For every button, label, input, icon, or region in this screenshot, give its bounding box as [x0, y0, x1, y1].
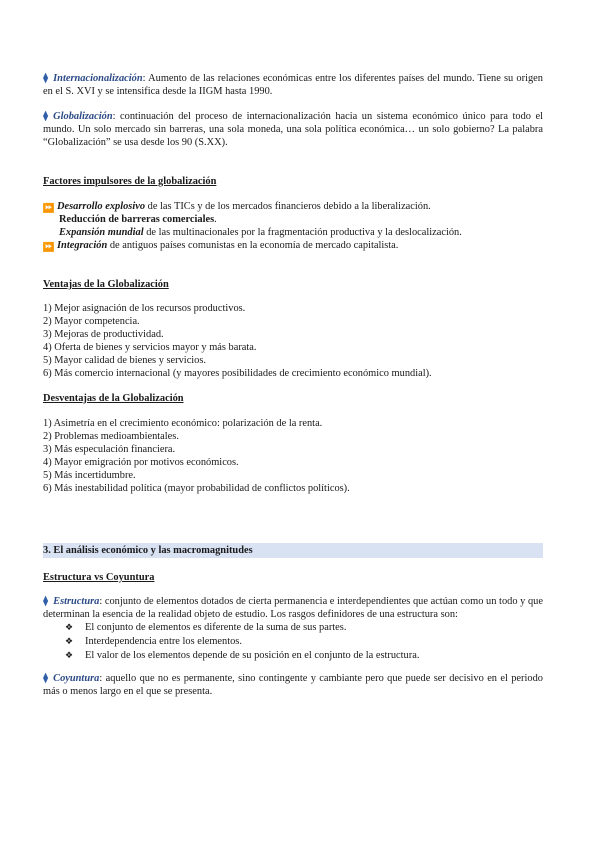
bullet-four-diamonds-icon: ❖	[65, 637, 74, 647]
bullet-diamond-icon: ⧫	[43, 596, 49, 607]
definition-text: conjunto de elementos dotados de cierta permanencia e interdependientes que actúan como un todo y que determinan la esencia de la realidad objeto de estudio. Los rasgos definidores de una estructura son:	[43, 596, 543, 620]
list-item: 2) Mayor competencia.	[43, 316, 140, 327]
list-item: 3) Mejoras de productividad.	[43, 329, 164, 340]
list-item: Reducción de barreras comerciales.	[59, 214, 217, 225]
list-item: 6) Más inestabilidad política (mayor probabilidad de conflictos políticos).	[43, 483, 350, 494]
definition-text: Aumento de las relaciones económicas entre los diferentes países del mundo. Tiene su origen en el S. XVI y se intensifica desde la IIGM hasta 1990.	[43, 73, 543, 97]
list-item: 6) Más comercio internacional (y mayores posibilidades de crecimiento económico mundial).	[43, 368, 432, 379]
section-title: 3. El análisis económico y las macromagnitudes	[43, 543, 543, 558]
list-item: 5) Más incertidumbre.	[43, 470, 136, 481]
term-estructura: Estructura	[53, 596, 100, 607]
list-item: ❖ El valor de los elementos depende de su posición en el conjunto de la estructura.	[43, 649, 543, 663]
list-item: ❖ El conjunto de elementos es diferente de la suma de sus partes.	[43, 621, 543, 635]
heading-estructura-vs-coyuntura: Estructura vs Coyuntura	[43, 572, 155, 583]
list-item: 3) Más especulación financiera.	[43, 444, 176, 455]
list-item: 4) Oferta de bienes y servicios mayor y más barata.	[43, 342, 257, 353]
arrow-right-icon: ⏩	[43, 203, 54, 212]
list-item: 1) Mejor asignación de los recursos productivos.	[43, 303, 246, 314]
list-item: 1) Asimetría en el crecimiento económico: polarización de la renta.	[43, 418, 323, 429]
bullet-diamond-icon: ⧫	[43, 111, 49, 122]
definition-estructura: ⧫ Estructura: conjunto de elementos dotados de cierta permanencia e interdependientes que actúan como un todo y que determinan la esencia de la realidad objeto de estudio. Los rasgos definidores de una estructura son:	[43, 596, 543, 620]
list-item: 5) Mayor calidad de bienes y servicios.	[43, 355, 207, 366]
list-item: ⏩ Integración de antiguos países comunistas en la economía de mercado capitalista.	[43, 240, 399, 251]
definition-text: aquello que no es permanente, sino contingente y cambiante pero que puede ser decisivo en el periodo más o menos largo en el que se presenta.	[43, 673, 543, 697]
definition-internacionalizacion: ⧫ Internacionalización: Aumento de las relaciones económicas entre los diferentes países del mundo. Tiene su origen en el S. XVI y se intensifica desde la IIGM hasta 1990.	[43, 73, 543, 97]
list-item: 4) Mayor emigración por motivos económicos.	[43, 457, 239, 468]
desventajas-list	[43, 417, 543, 495]
bullet-four-diamonds-icon: ❖	[65, 651, 74, 661]
bullet-diamond-icon: ⧫	[43, 73, 49, 84]
term-coyuntura: Coyuntura	[53, 673, 100, 684]
definition-globalizacion: ⧫ Globalización: continuación del proceso de internacionalización hacia un sistema económico único para todo el mundo. Un solo mercado sin barreras, una sola moneda, una sola política económica… un solo gobierno? La palabra “Globalización” se usa desde los 90 (S.XX).	[43, 111, 543, 148]
ventajas-list	[43, 302, 543, 380]
list-item: 2) Problemas medioambientales.	[43, 431, 179, 442]
definition-coyuntura: ⧫ Coyuntura: aquello que no es permanente, sino contingente y cambiante pero que puede ser decisivo en el periodo más o menos largo en el que se presenta.	[43, 673, 543, 697]
list-item: Expansión mundial de las multinacionales por la fragmentación productiva y la deslocalización.	[59, 227, 462, 238]
heading-desventajas: Desventajas de la Globalización	[43, 393, 184, 404]
term-globalizacion: Globalización	[53, 111, 113, 122]
bullet-diamond-icon: ⧫	[43, 673, 49, 684]
factores-list	[43, 200, 543, 252]
list-item: ⏩ Desarrollo explosivo de las TICs y de los mercados financieros debido a la liberalización.	[43, 201, 431, 212]
arrow-right-icon: ⏩	[43, 242, 54, 251]
bullet-four-diamonds-icon: ❖	[65, 623, 74, 633]
definition-text: continuación del proceso de internacionalización hacia un sistema económico único para todo el mundo. Un solo mercado sin barreras, una sola moneda, una sola política económica… un solo gobierno? La palabra “Globalización” se usa desde los 90 (S.XX).	[43, 111, 543, 148]
heading-factores: Factores impulsores de la globalización	[43, 176, 217, 187]
estructura-list	[43, 621, 543, 663]
term-internacionalizacion: Internacionalización	[53, 73, 143, 84]
heading-ventajas: Ventajas de la Globalización	[43, 279, 169, 290]
list-item: ❖ Interdependencia entre los elementos.	[43, 635, 543, 649]
